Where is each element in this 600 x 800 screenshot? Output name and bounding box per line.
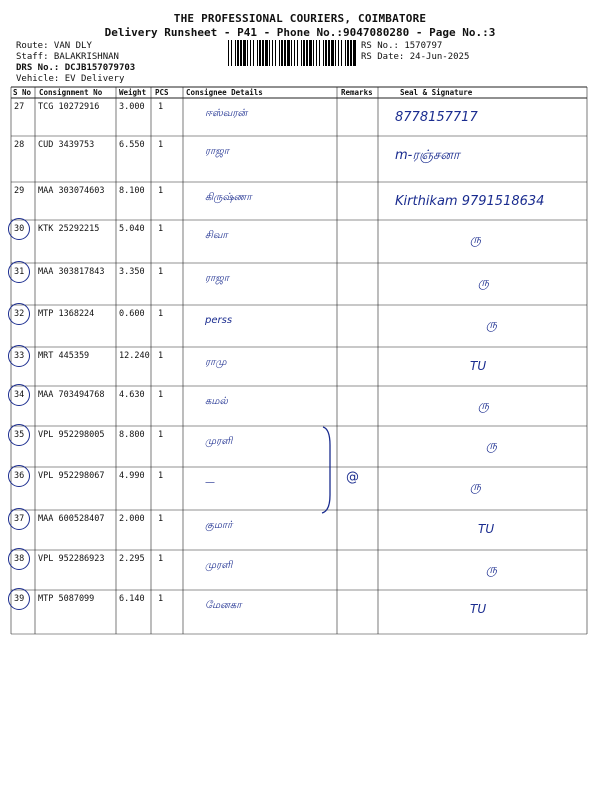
row-consignee-handwriting: — bbox=[205, 477, 215, 488]
row-signature-handwriting: m-ரஞ்சனா bbox=[395, 148, 460, 163]
row-pcs: 1 bbox=[158, 554, 164, 564]
row-sno: 38 bbox=[14, 554, 25, 564]
col-header-remarks: Remarks bbox=[341, 88, 373, 97]
row-weight: 8.800 bbox=[119, 430, 145, 440]
row-weight: 3.350 bbox=[119, 267, 145, 277]
row-signature-handwriting: TU bbox=[470, 602, 487, 616]
row-weight: 2.295 bbox=[119, 554, 145, 564]
row-consignee-handwriting: perss bbox=[205, 315, 233, 326]
row-pcs: 1 bbox=[158, 140, 164, 150]
row-signature-handwriting: Kirthikam 9791518634 bbox=[395, 194, 545, 209]
row-sno: 27 bbox=[14, 102, 25, 112]
handwritten-circle-mark bbox=[8, 303, 30, 325]
row-weight: 8.100 bbox=[119, 186, 145, 196]
row-sno: 29 bbox=[14, 186, 25, 196]
handwritten-circle-mark bbox=[8, 508, 30, 530]
row-signature-handwriting: ரு bbox=[478, 275, 490, 289]
row-consignee-handwriting: ராஜா bbox=[205, 146, 229, 157]
row-consignee-handwriting: முரளி bbox=[205, 436, 233, 447]
row-consignment-no: VPL 952298067 bbox=[38, 471, 105, 481]
col-header-consignment: Consignment No bbox=[39, 88, 103, 97]
row-pcs: 1 bbox=[158, 224, 164, 234]
row-weight: 2.000 bbox=[119, 514, 145, 524]
row-pcs: 1 bbox=[158, 514, 164, 524]
row-signature-handwriting: ரு bbox=[486, 438, 498, 452]
row-weight: 12.240 bbox=[119, 351, 150, 361]
row-sno: 35 bbox=[14, 430, 25, 440]
remarks-mark: @ bbox=[346, 470, 359, 485]
row-consignment-no: VPL 952298005 bbox=[38, 430, 105, 440]
col-header-weight: Weight bbox=[119, 88, 147, 97]
row-consignment-no: TCG 10272916 bbox=[38, 102, 100, 112]
runsheet-title: Delivery Runsheet - P41 - Phone No.:9047080280 - Page No.:3 bbox=[104, 26, 496, 39]
handwritten-circle-mark bbox=[8, 588, 30, 610]
row-weight: 0.600 bbox=[119, 309, 145, 319]
row-pcs: 1 bbox=[158, 102, 164, 112]
row-consignment-no: MAA 600528407 bbox=[38, 514, 105, 524]
row-sno: 32 bbox=[14, 309, 25, 319]
row-consignee-handwriting: கிருஷ்ணா bbox=[205, 192, 252, 203]
row-signature-handwriting: ரு bbox=[470, 479, 482, 493]
row-weight: 5.040 bbox=[119, 224, 145, 234]
row-consignee-handwriting: குமார் bbox=[205, 520, 233, 531]
row-consignee-handwriting: மேனகா bbox=[205, 600, 242, 611]
vehicle-label: Vehicle: EV Delivery bbox=[16, 74, 125, 84]
row-weight: 4.630 bbox=[119, 390, 145, 400]
row-consignment-no: MAA 303074603 bbox=[38, 186, 105, 196]
rs-number: RS No.: 1570797 bbox=[361, 41, 443, 51]
handwritten-circle-mark bbox=[8, 465, 30, 487]
row-consignment-no: CUD 3439753 bbox=[38, 140, 95, 150]
row-sno: 39 bbox=[14, 594, 25, 604]
row-consignee-handwriting: கமல் bbox=[205, 396, 228, 407]
row-consignee-handwriting: ஈஸ்வரன் bbox=[205, 108, 248, 119]
row-sno: 31 bbox=[14, 267, 25, 277]
col-header-signature: Seal & Signature bbox=[400, 88, 473, 97]
row-pcs: 1 bbox=[158, 186, 164, 196]
row-pcs: 1 bbox=[158, 309, 164, 319]
row-pcs: 1 bbox=[158, 267, 164, 277]
row-pcs: 1 bbox=[158, 594, 164, 604]
row-signature-handwriting: ரு bbox=[486, 562, 498, 576]
row-pcs: 1 bbox=[158, 430, 164, 440]
handwritten-circle-mark bbox=[8, 384, 30, 406]
row-weight: 3.000 bbox=[119, 102, 145, 112]
row-consignment-no: MRT 445359 bbox=[38, 351, 90, 361]
row-signature-handwriting: 8778157717 bbox=[395, 110, 478, 125]
handwritten-circle-mark bbox=[8, 548, 30, 570]
row-signature-handwriting: ரு bbox=[478, 398, 490, 412]
route-label: Route: VAN DLY bbox=[16, 41, 92, 51]
row-weight: 4.990 bbox=[119, 471, 145, 481]
row-weight: 6.550 bbox=[119, 140, 145, 150]
row-signature-handwriting: TU bbox=[470, 359, 487, 373]
col-header-consignee: Consignee Details bbox=[186, 88, 263, 97]
row-signature-handwriting: TU bbox=[478, 522, 495, 536]
handwritten-circle-mark bbox=[8, 424, 30, 446]
staff-label: Staff: BALAKRISHNAN bbox=[16, 52, 119, 62]
row-signature-handwriting: ரு bbox=[486, 317, 498, 331]
handwritten-circle-mark bbox=[8, 345, 30, 367]
row-consignment-no: MAA 703494768 bbox=[38, 390, 105, 400]
row-consignment-no: MTP 1368224 bbox=[38, 309, 95, 319]
row-pcs: 1 bbox=[158, 390, 164, 400]
col-header-sno: S No bbox=[13, 88, 32, 97]
row-sno: 37 bbox=[14, 514, 25, 524]
row-sno: 34 bbox=[14, 390, 25, 400]
row-pcs: 1 bbox=[158, 471, 164, 481]
row-consignee-handwriting: ராமு bbox=[205, 357, 227, 368]
row-consignment-no: MAA 303817843 bbox=[38, 267, 105, 277]
row-sno: 30 bbox=[14, 224, 25, 234]
row-consignee-handwriting: சிவா bbox=[205, 230, 228, 241]
handwritten-circle-mark bbox=[8, 218, 30, 240]
col-header-pcs: PCS bbox=[155, 88, 169, 97]
rs-date: RS Date: 24-Jun-2025 bbox=[361, 52, 470, 62]
row-consignee-handwriting: முரளி bbox=[205, 560, 233, 571]
row-consignment-no: MTP 5087099 bbox=[38, 594, 95, 604]
handwritten-circle-mark bbox=[8, 261, 30, 283]
company-title: THE PROFESSIONAL COURIERS, COIMBATORE bbox=[173, 12, 427, 25]
row-consignment-no: VPL 952286923 bbox=[38, 554, 105, 564]
row-sno: 33 bbox=[14, 351, 25, 361]
row-signature-handwriting: ரு bbox=[470, 232, 482, 246]
drs-label: DRS No.: DCJB157079703 bbox=[16, 63, 136, 73]
row-consignment-no: KTK 25292215 bbox=[38, 224, 100, 234]
row-pcs: 1 bbox=[158, 351, 164, 361]
row-weight: 6.140 bbox=[119, 594, 145, 604]
row-consignee-handwriting: ராஜா bbox=[205, 273, 229, 284]
bracket-mark bbox=[320, 425, 336, 515]
row-sno: 28 bbox=[14, 140, 25, 150]
row-sno: 36 bbox=[14, 471, 25, 481]
